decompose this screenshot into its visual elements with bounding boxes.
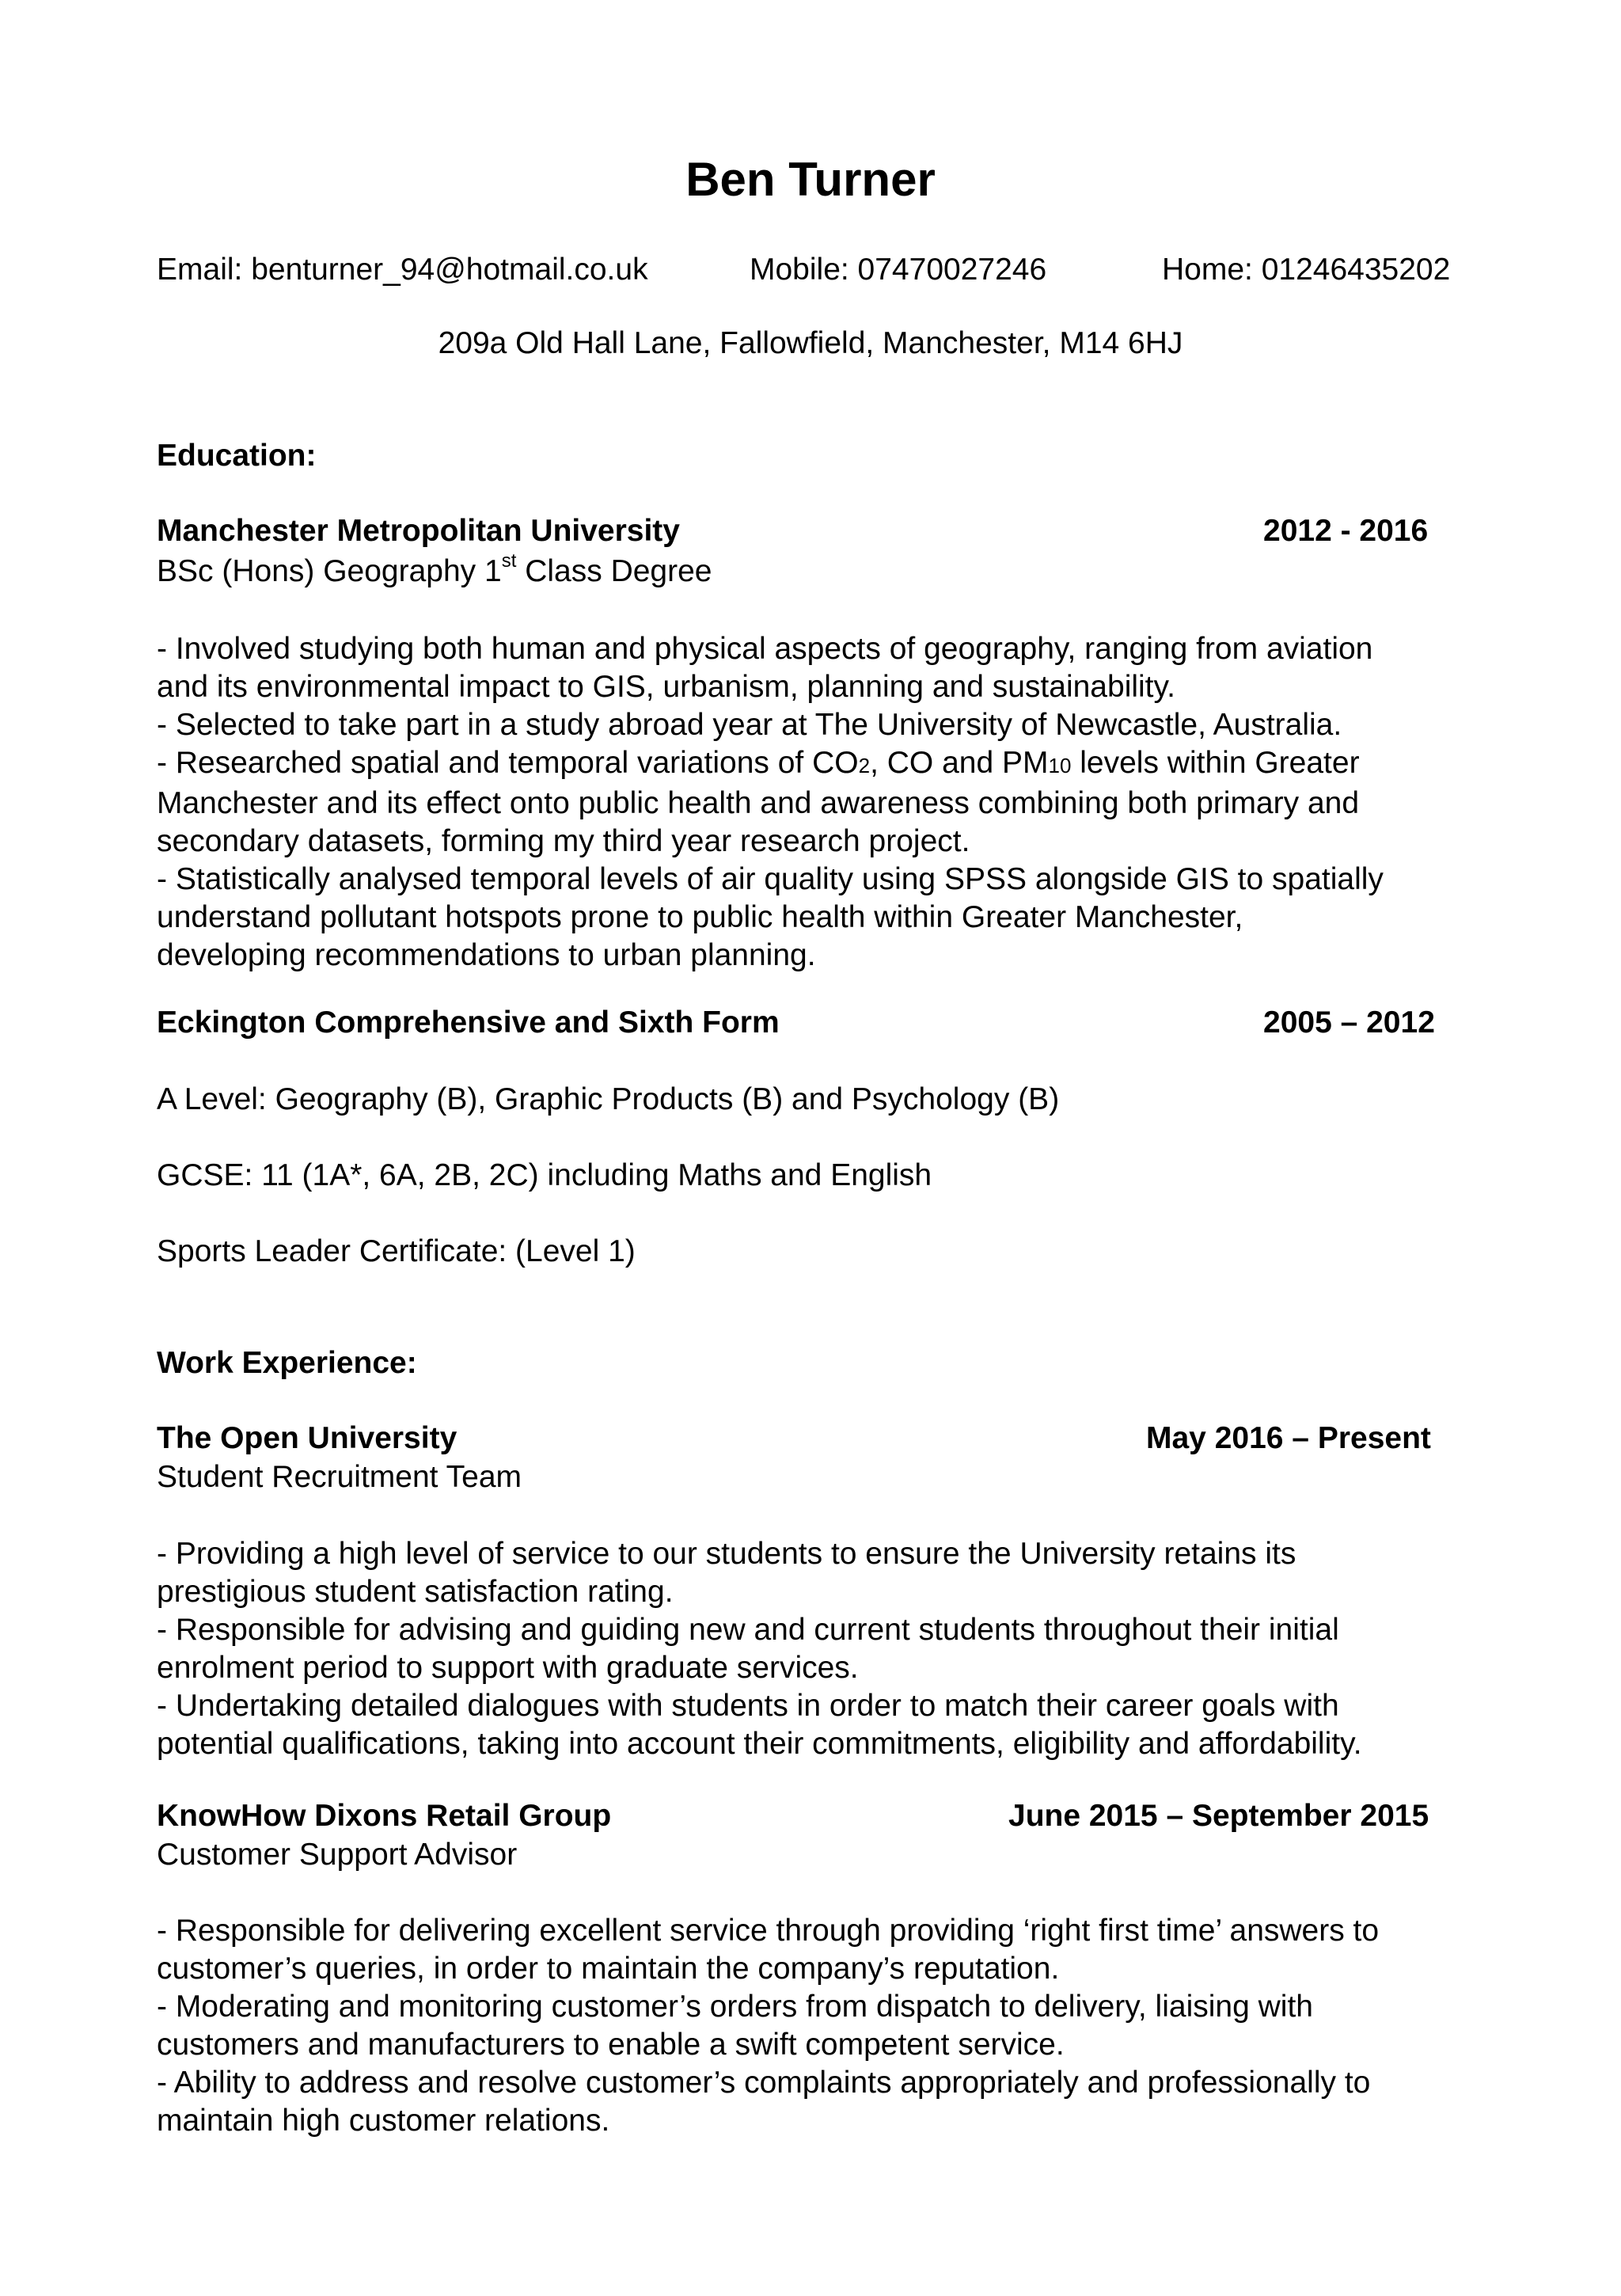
- bullet-text: levels within Greater: [1071, 746, 1360, 780]
- mobile-text: Mobile: 07470027246: [750, 253, 1047, 287]
- email-text: Email: benturner_94@hotmail.co.uk: [157, 253, 648, 287]
- bullet-line: understand pollutant hotspots prone to public health within Greater Manchester,: [157, 900, 1243, 934]
- bullet-text: , CO and PM: [870, 746, 1049, 780]
- bullet-line: customer’s queries, in order to maintain the company’s reputation.: [157, 1952, 1060, 1986]
- eckington-dates: 2005 – 2012: [1263, 1005, 1435, 1040]
- open-university-employer: The Open University: [157, 1421, 457, 1455]
- eckington-institution: Eckington Comprehensive and Sixth Form: [157, 1005, 780, 1040]
- bullet-line: - Ability to address and resolve customer’s complaints appropriately and professionally to: [157, 2066, 1371, 2100]
- open-university-bullet-list: [157, 1535, 1486, 1763]
- list-item: [157, 861, 1486, 975]
- list-item: [157, 1611, 1486, 1687]
- bullet-line: customers and manufacturers to enable a swift competent service.: [157, 2028, 1065, 2062]
- bullet-line: potential qualifications, taking into account their commitments, eligibility and affordability.: [157, 1727, 1362, 1761]
- mmu-degree: [157, 550, 712, 591]
- open-university-dates: May 2016 – Present: [1146, 1421, 1431, 1455]
- bullet-text: - Researched spatial and temporal variations of CO: [157, 746, 859, 780]
- knowhow-bullet-list: [157, 1912, 1486, 2140]
- bullet-line: developing recommendations to urban planning.: [157, 938, 816, 972]
- candidate-name: Ben Turner: [685, 153, 936, 206]
- list-item: [157, 1912, 1486, 1988]
- subscript-text: 2: [858, 754, 871, 777]
- bullet-line: Manchester and its effect onto public health and awareness combining both primary and: [157, 786, 1360, 820]
- mmu-dates: 2012 - 2016: [1263, 514, 1429, 548]
- bullet-line: - Moderating and monitoring customer’s orders from dispatch to delivery, liaising with: [157, 1990, 1313, 2024]
- bullet-line: prestigious student satisfaction rating.: [157, 1575, 674, 1609]
- open-university-role: Student Recruitment Team: [157, 1460, 522, 1494]
- subscript-text: 10: [1048, 754, 1072, 777]
- work-experience-heading: Work Experience:: [157, 1346, 417, 1380]
- bullet-line: - Statistically analysed temporal levels of air quality using SPSS alongside GIS to spatially: [157, 862, 1384, 896]
- bullet-line: maintain high customer relations.: [157, 2104, 610, 2138]
- bullet-line: - Responsible for advising and guiding new and current students throughout their initial: [157, 1613, 1339, 1647]
- list-item: [157, 1535, 1486, 1611]
- contact-row: [0, 251, 1621, 289]
- bullet-line: - Undertaking detailed dialogues with students in order to match their career goals with: [157, 1689, 1339, 1723]
- degree-suffix: Class Degree: [516, 554, 712, 588]
- list-item: [157, 630, 1486, 706]
- list-item: [157, 744, 1486, 861]
- bullet-line: secondary datasets, forming my third year research project.: [157, 824, 970, 858]
- knowhow-dates: June 2015 – September 2015: [1008, 1799, 1429, 1833]
- gcse-text: GCSE: 11 (1A*, 6A, 2B, 2C) including Maths and English: [157, 1158, 932, 1192]
- bullet-line: [157, 746, 1360, 780]
- mmu-bullet-list: [157, 630, 1486, 975]
- sports-leader-text: Sports Leader Certificate: (Level 1): [157, 1234, 636, 1268]
- degree-prefix: BSc (Hons) Geography 1: [157, 554, 502, 588]
- list-item: [157, 1988, 1486, 2064]
- list-item: [157, 706, 1486, 744]
- bullet-line: - Responsible for delivering excellent service through providing ‘right first time’ answers to: [157, 1914, 1380, 1948]
- home-phone-text: Home: 01246435202: [1162, 253, 1451, 287]
- knowhow-role: Customer Support Advisor: [157, 1838, 518, 1872]
- a-level-text: A Level: Geography (B), Graphic Products (B) and Psychology (B): [157, 1082, 1060, 1116]
- bullet-line: - Involved studying both human and physical aspects of geography, ranging from aviation: [157, 632, 1373, 666]
- degree-superscript: st: [501, 550, 517, 572]
- bullet-line: enrolment period to support with graduate services.: [157, 1651, 859, 1685]
- address-text: 209a Old Hall Lane, Fallowfield, Manchester, M14 6HJ: [438, 326, 1183, 360]
- bullet-line: and its environmental impact to GIS, urbanism, planning and sustainability.: [157, 670, 1175, 704]
- bullet-line: - Selected to take part in a study abroad year at The University of Newcastle, Australia.: [157, 708, 1342, 742]
- mmu-institution: Manchester Metropolitan University: [157, 514, 680, 548]
- education-heading: Education:: [157, 439, 317, 473]
- list-item: [157, 1687, 1486, 1763]
- knowhow-employer: KnowHow Dixons Retail Group: [157, 1799, 612, 1833]
- bullet-line: - Providing a high level of service to our students to ensure the University retains its: [157, 1537, 1296, 1571]
- list-item: [157, 2064, 1486, 2140]
